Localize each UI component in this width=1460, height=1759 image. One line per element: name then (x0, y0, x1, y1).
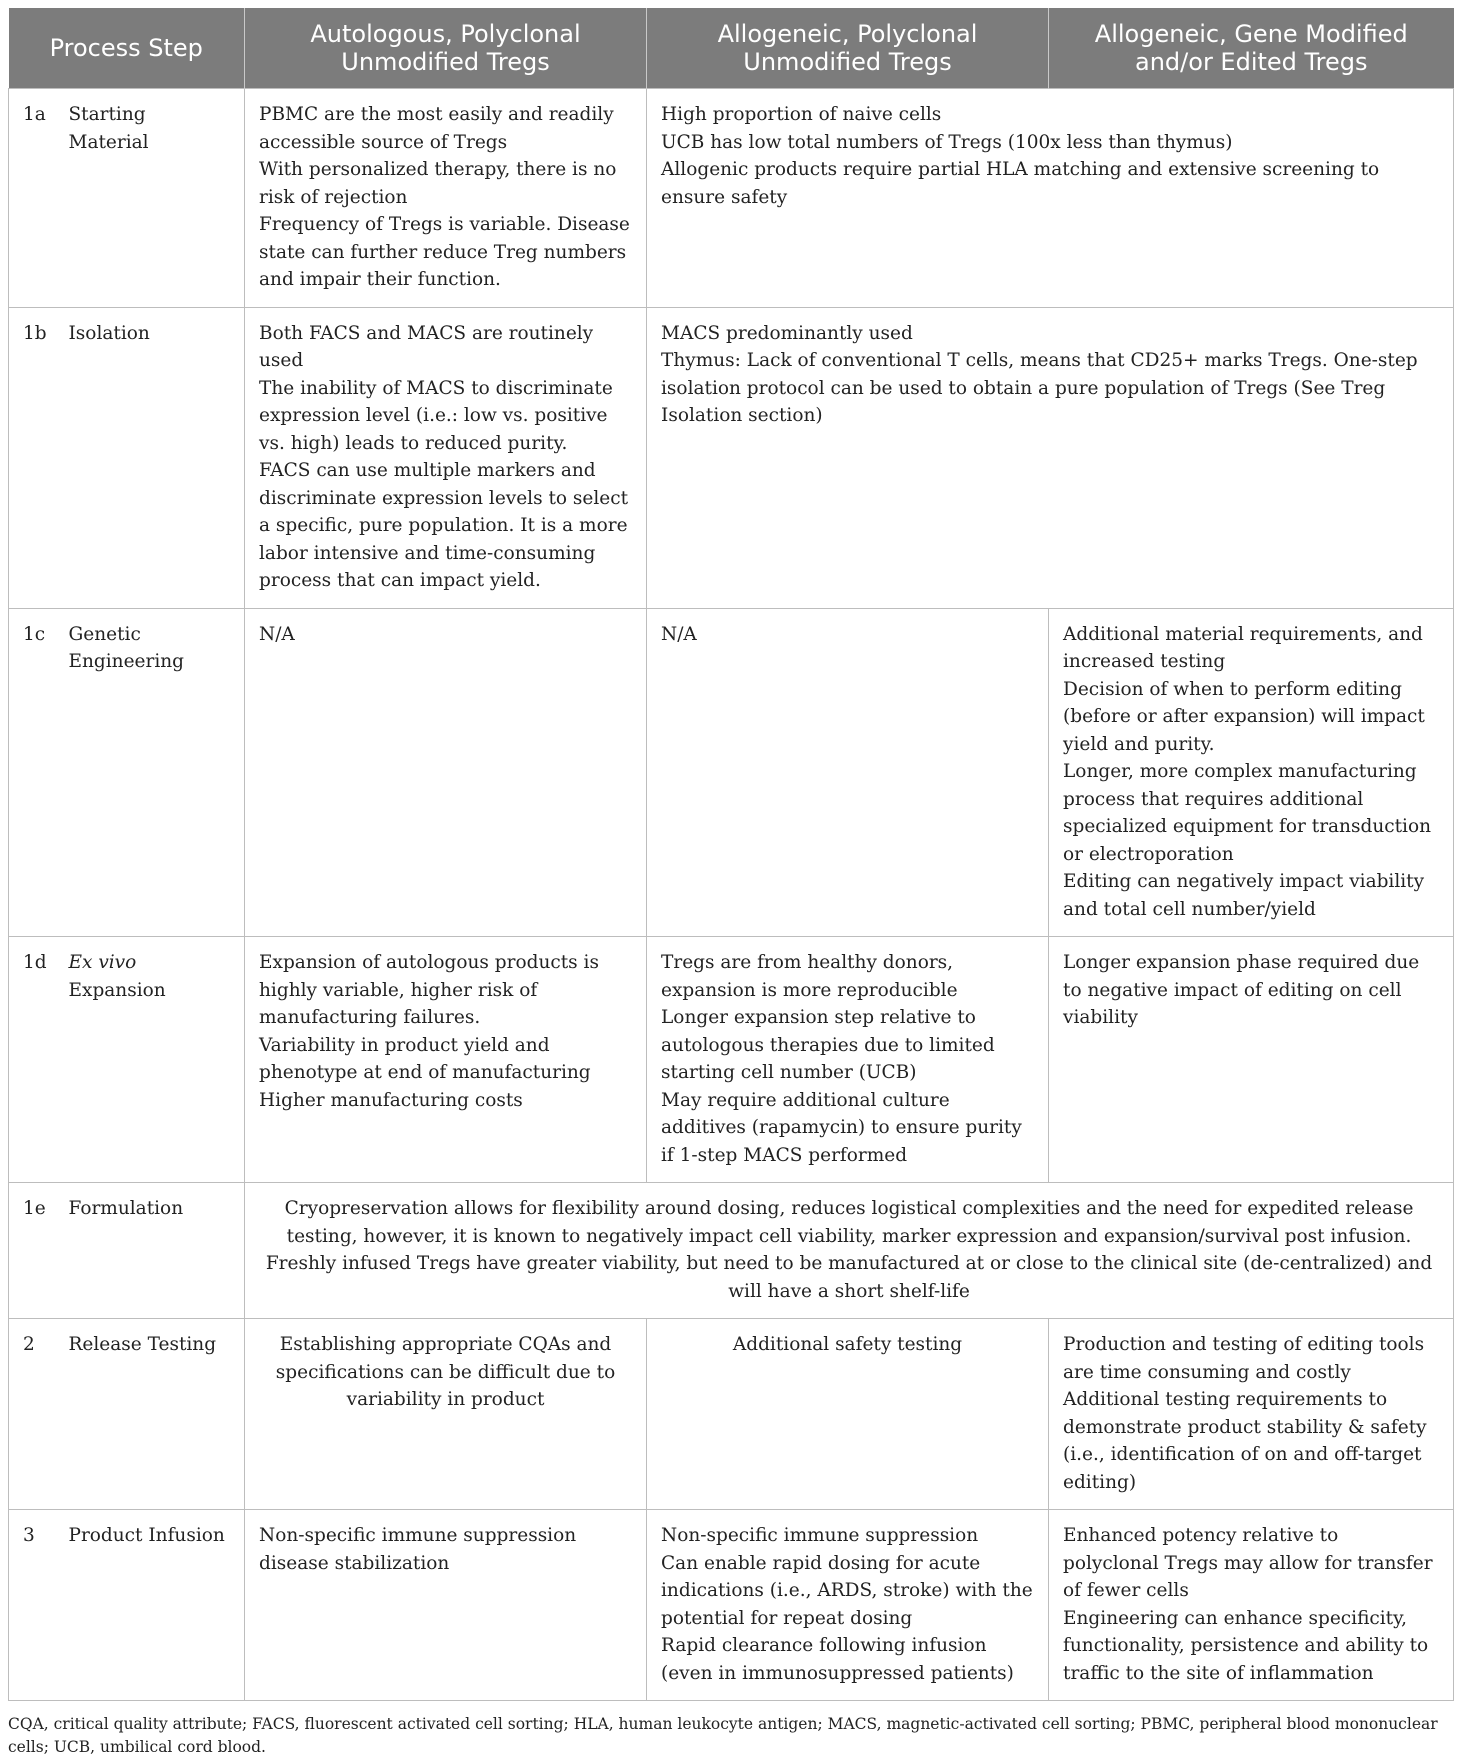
row-step: Formulation (63, 1183, 245, 1319)
cell-autologous (245, 1510, 647, 1701)
cell-line: Additional material requirements, and increased testing (1063, 623, 1423, 672)
cell-allogeneic (647, 1319, 1049, 1510)
row-step: Isolation (63, 307, 245, 608)
cell-line: PBMC are the most easily and readily accessible source of Tregs (259, 104, 614, 153)
cell-line: Longer expansion step relative to autologous therapies due to limited starting cell number (UCB) (661, 1007, 995, 1083)
cell-line: Establishing appropriate CQAs and specifications can be difficult due to variability in product (275, 1334, 616, 1410)
row-id: 3 (9, 1510, 63, 1701)
cell-all-merged (245, 1183, 1454, 1319)
cell-allogeneic (647, 937, 1049, 1183)
cell-allogeneic-merged (647, 307, 1454, 608)
cell-autologous (245, 608, 647, 937)
cell-line: Expansion of autologous products is highly variable, higher risk of manufacturing failures. (259, 952, 599, 1028)
row-step: Genetic Engineering (63, 608, 245, 937)
cell-line: Longer expansion phase required due to negative impact of editing on cell viability (1063, 952, 1420, 1028)
cell-line: Non-specific immune suppression (259, 1525, 577, 1546)
cell-gene-modified (1049, 1319, 1454, 1510)
cell-line: Enhanced potency relative to polyclonal Tregs may allow for transfer of fewer cells (1063, 1525, 1433, 1601)
cell-line: The inability of MACS to discriminate expression level (i.e.: low vs. positive vs. high) leads to reduced purity. (259, 377, 613, 454)
table-row (9, 89, 1454, 308)
row-step-italic: Ex vivo (68, 952, 137, 973)
table-footnote: CQA, critical quality attribute; FACS, fluorescent activated cell sorting; HLA, human leukocyte antigen; MACS, magnetic-activated cell sorting; PBMC, peripheral blood mononuclear cells; UCB, umbilical cord blood. (8, 1715, 1438, 1756)
cell-line: Decision of when to perform editing (before or after expansion) will impact yield and purity. (1063, 678, 1425, 755)
cell-autologous (245, 937, 647, 1183)
header-allogeneic: Allogeneic, Polyclonal Unmodified Tregs (647, 8, 1049, 89)
table-row (9, 1510, 1454, 1701)
row-id: 1e (9, 1183, 63, 1319)
row-step-rest: Expansion (68, 979, 166, 1001)
cell-line: Variability in product yield and phenotype at end of manufacturing (259, 1034, 591, 1083)
cell-autologous (245, 307, 647, 608)
row-id: 1a (9, 89, 63, 308)
cell-line: Cryopreservation allows for flexibility around dosing, reduces logistical complexities and the need for expedited release testing, however, it is known to negatively impact cell viability, marker expression and expansion/survival post infusion. (284, 1198, 1414, 1247)
cell-gene-modified (1049, 937, 1454, 1183)
cell-line: Can enable rapid dosing for acute indications (i.e., ARDS, stroke) with the potential for repeat dosing (661, 1552, 1033, 1629)
cell-allogeneic-merged (647, 89, 1454, 308)
cell-line: High proportion of naive cells (661, 104, 942, 125)
treg-process-table (8, 8, 1454, 1701)
cell-line: With personalized therapy, there is no risk of rejection (259, 159, 617, 208)
row-step: Starting Material (63, 89, 245, 308)
table-row (9, 937, 1454, 1183)
cell-allogeneic (647, 1510, 1049, 1701)
cell-line: Production and testing of editing tools are time consuming and costly (1063, 1334, 1425, 1383)
cell-line: Additional safety testing (732, 1334, 963, 1355)
row-step (63, 937, 245, 1183)
table-row (9, 1183, 1454, 1319)
cell-line: UCB has low total numbers of Tregs (100x less than thymus) (661, 131, 1233, 153)
table-row (9, 307, 1454, 608)
header-gene-modified: Allogeneic, Gene Modified and/or Edited Tregs (1049, 8, 1454, 89)
cell-line: Thymus: Lack of conventional T cells, means that CD25+ marks Tregs. One-step isolation protocol can be used to obtain a pure population of Tregs (See Treg Isolation section) (661, 350, 1418, 426)
cell-line: May require additional culture additives (rapamycin) to ensure purity if 1-step MACS performed (661, 1089, 1022, 1166)
row-id: 2 (9, 1319, 63, 1510)
cell-line: Rapid clearance following infusion (even in immunosuppressed patients) (661, 1635, 1014, 1684)
cell-line: Non-specific immune suppression (661, 1525, 979, 1546)
row-id: 1d (9, 937, 63, 1183)
table-row (9, 1319, 1454, 1510)
cell-line: Additional testing requirements to demonstrate product stability & safety (i.e., identification of on and off-target editing) (1063, 1389, 1427, 1493)
cell-gene-modified (1049, 608, 1454, 937)
cell-autologous (245, 89, 647, 308)
cell-line: Editing can negatively impact viability and total cell number/yield (1063, 871, 1425, 920)
header-autologous: Autologous, Polyclonal Unmodified Tregs (245, 8, 647, 89)
cell-line: FACS can use multiple markers and discriminate expression levels to select a specific, pure population. It is a more labor intensive and time-consuming process that can impact yield. (259, 460, 629, 591)
cell-line: disease stabilization (259, 1552, 450, 1574)
cell-line: Freshly infused Tregs have greater viability, but need to be manufactured at or close to the clinical site (de-centralized) and will have a short shelf-life (265, 1253, 1433, 1302)
cell-allogeneic (647, 608, 1049, 937)
row-step: Product Infusion (63, 1510, 245, 1701)
cell-line: Both FACS and MACS are routinely used (259, 322, 594, 371)
cell-line: Engineering can enhance specificity, functionality, persistence and ability to traffic to the site of inflammation (1063, 1607, 1429, 1684)
cell-line: Frequency of Tregs is variable. Disease state can further reduce Treg numbers and impair their function. (259, 214, 630, 290)
cell-autologous (245, 1319, 647, 1510)
cell-gene-modified (1049, 1510, 1454, 1701)
cell-line: N/A (259, 623, 295, 645)
cell-line: Allogenic products require partial HLA matching and extensive screening to ensure safety (661, 159, 1380, 208)
row-id: 1b (9, 307, 63, 608)
table-container (8, 8, 1453, 1759)
cell-line: N/A (661, 623, 697, 645)
cell-line: Tregs are from healthy donors, expansion is more reproducible (661, 952, 958, 1001)
row-id: 1c (9, 608, 63, 937)
table-header-row (9, 8, 1454, 89)
row-step: Release Testing (63, 1319, 245, 1510)
header-process-step: Process Step (9, 8, 245, 89)
table-row (9, 608, 1454, 937)
cell-line: MACS predominantly used (661, 322, 913, 344)
cell-line: Higher manufacturing costs (259, 1089, 523, 1111)
cell-line: Longer, more complex manufacturing process that requires additional specialized equipment for transduction or electroporation (1063, 761, 1431, 865)
